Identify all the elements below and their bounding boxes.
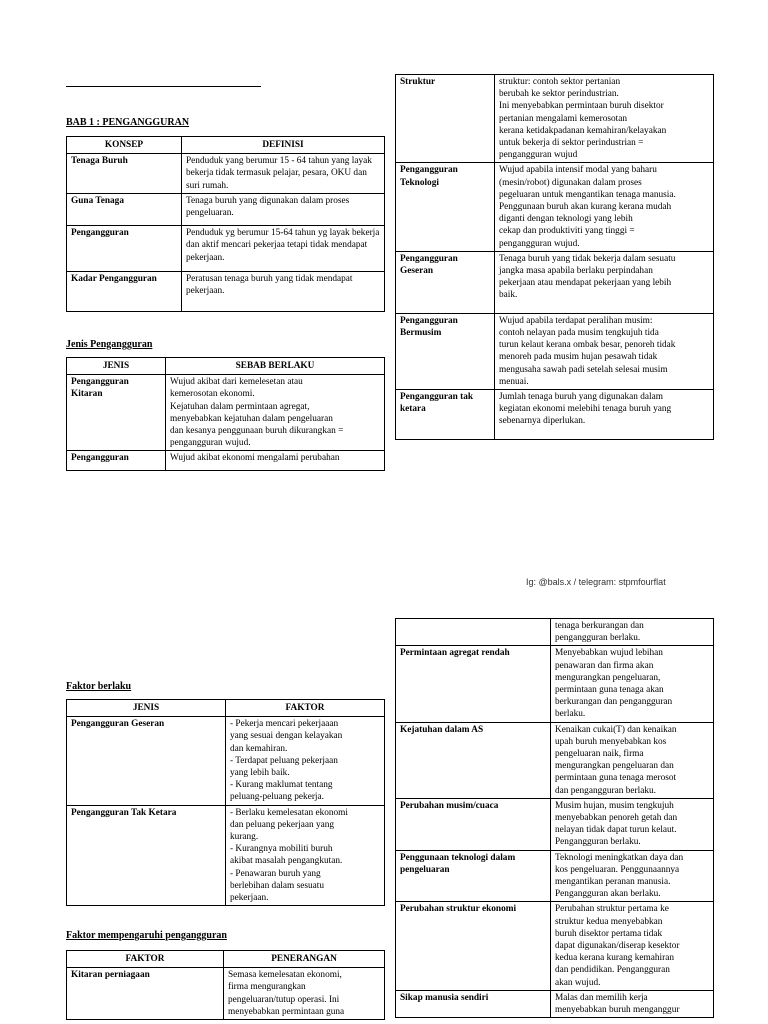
definisi-cell: Peratusan tenaga buruh yang tidak mendapat pekerjaan. xyxy=(182,272,385,312)
table-row xyxy=(396,313,714,389)
column-header: JENIS xyxy=(67,358,166,375)
konsep-cell: Guna Tenaga xyxy=(67,194,182,226)
table-row xyxy=(396,163,714,251)
penerangan-cell: Perubahan struktur pertama ke struktur kedua menyebabkan buruh disektor pertama tidak dapat digunakan/diserap kesektor kedua kerana kurang kemahiran dan pendidikan. Pengangguran akan wujud. xyxy=(551,902,714,990)
faktor-cell: - Berlaku kemelesatan ekonomi dan peluang pekerjaan yang kurang. - Kurangnya mobiliti buruh akibat masalah pengangkutan. - Penawaran buruh yang berlebihan dalam sesuatu pekerjaan. xyxy=(226,805,385,906)
jenis-cell: Pengangguran tak ketara xyxy=(396,390,495,440)
column-header: PENERANGAN xyxy=(224,951,385,968)
penerangan-cell: Musim hujan, musim tengkujuh menyebabkan penoreh getah dan nelayan tidak dapat turun kelaut. Pengangguran berlaku. xyxy=(551,798,714,850)
column-header: JENIS xyxy=(67,700,226,717)
table-row xyxy=(67,194,385,226)
penerangan-cell: tenaga berkurangan dan pengangguran berlaku. xyxy=(551,619,714,646)
sebab-cell: Wujud apabila intensif modal yang baharu (mesin/robot) digunakan dalam proses pegeluaran untuk mengantikan tenaga manusia. Penggunaan buruh akan kurang kerana mudah diganti dengan teknologi yang lebih cekap dan produktiviti yang tinggi = pengangguran wujud. xyxy=(495,163,714,251)
table-header-row xyxy=(67,700,385,717)
faktor-berlaku-table xyxy=(66,699,385,906)
jenis-cell: Pengangguran xyxy=(67,451,166,471)
konsep-cell: Tenaga Buruh xyxy=(67,154,182,194)
konsep-cell: Kadar Pengangguran xyxy=(67,272,182,312)
sebab-cell: Wujud apabila terdapat peralihan musim: contoh nelayan pada musim tengkujuh tida turun kelaut kerana ombak besar, penoreh tidak menoreh pada musim hujan pesawah tidak mengusaha sawah padi setelah selesai musim menuai. xyxy=(495,313,714,389)
table-row xyxy=(67,717,385,805)
table-row xyxy=(67,154,385,194)
jenis-table xyxy=(66,357,385,471)
definisi-cell: Tenaga buruh yang digunakan dalam proses pengeluaran. xyxy=(182,194,385,226)
faktor-cell: Kitaran perniagaan xyxy=(67,968,224,1020)
jenis-table-continued xyxy=(395,74,714,440)
table-row xyxy=(396,646,714,722)
column-header: KONSEP xyxy=(67,137,182,154)
faktor-cell: Perubahan struktur ekonomi xyxy=(396,902,551,990)
column-header: SEBAB BERLAKU xyxy=(166,358,385,375)
penerangan-cell: Kenaikan cukai(T) dan kenaikan upah buruh menyebabkan kos pengeluaran naik, firma mengurangkan pengeluaran dan permintaan guna tenaga merosot dan pengangguran berlaku. xyxy=(551,722,714,798)
jenis-cell: Pengangguran Kitaran xyxy=(67,375,166,451)
jenis-cell: Pengangguran Teknologi xyxy=(396,163,495,251)
faktor-cell: Penggunaan teknologi dalam pengeluaran xyxy=(396,850,551,902)
faktor-cell: Permintaan agregat rendah xyxy=(396,646,551,722)
table-row xyxy=(67,451,385,471)
jenis-cell: Pengangguran Geseran xyxy=(396,251,495,313)
definisi-cell: Penduduk yang berumur 15 - 64 tahun yang layak bekerja tidak termasuk pelajar, pesara, OKU dan suri rumah. xyxy=(182,154,385,194)
sebab-cell: Jumlah tenaga buruh yang digunakan dalam kegiatan ekonomi melebihi tenaga buruh yang sebenarnya diperlukan. xyxy=(495,390,714,440)
penerangan-cell: Teknologi meningkatkan daya dan kos pengeluaran. Penggunaannya mengantikan peranan manusia. Pengangguran akan berlaku. xyxy=(551,850,714,902)
table-row xyxy=(67,226,385,272)
sebab-cell: Tenaga buruh yang tidak bekerja dalam sesuatu jangka masa apabila berlaku perpindahan pekerjaan atau mendapat pekerjaan yang lebih baik. xyxy=(495,251,714,313)
jenis-cell: Pengangguran Geseran xyxy=(67,717,226,805)
sebab-cell: Wujud akibat dari kemelesetan atau kemerosotan ekonomi. Kejatuhan dalam permintaan agregat, menyebabkan kejatuhan dalam pengeluaran dan kesanya penggunaan buruh dikurangkan = pengangguran wujud. xyxy=(166,375,385,451)
penerangan-cell: Malas dan memilih kerja menyebabkan buruh menganggur xyxy=(551,990,714,1017)
penerangan-cell: Semasa kemelesatan ekonomi, firma mengurangkan pengeluaran/tutup operasi. Ini menyebabkan permintaan guna xyxy=(224,968,385,1020)
jenis-heading: Jenis Pengangguran xyxy=(66,339,153,350)
sebab-cell: struktur: contoh sektor pertanian berubah ke sektor perindustrian. Ini menyebabkan permintaan buruh disektor pertanian mengalami kemerosotan kerana ketidakpadanan kemahiran/kelayakan untuk bekerja di sektor perindustrian = pengangguran wujud xyxy=(495,75,714,163)
table-row xyxy=(396,75,714,163)
definisi-cell: Penduduk yg berumur 15-64 tahun yg layak bekerja dan aktif mencari pekerjaa tetapi tidak mendapat pekerjaan. xyxy=(182,226,385,272)
top-rule xyxy=(66,86,261,87)
table-row xyxy=(67,805,385,906)
faktor-mempengaruhi-table xyxy=(66,950,385,1020)
table-row xyxy=(396,390,714,440)
table-row xyxy=(396,990,714,1017)
table-row xyxy=(67,272,385,312)
watermark-text: Ig: @bals.x / telegram: stpmfourflat xyxy=(526,577,666,587)
table-row xyxy=(396,251,714,313)
penerangan-cell: Menyebabkan wujud lebihan penawaran dan firma akan mengurangkan pengeluaran, permintaan guna tenaga akan berkurangan dan pengangguran berlaku. xyxy=(551,646,714,722)
column-header: FAKTOR xyxy=(67,951,224,968)
faktor-berlaku-heading: Faktor berlaku xyxy=(66,681,132,692)
table-header-row xyxy=(67,358,385,375)
jenis-cell: Pengangguran Tak Ketara xyxy=(67,805,226,906)
konsep-cell: Pengangguran xyxy=(67,226,182,272)
table-header-row xyxy=(67,137,385,154)
faktor-cell: Perubahan musim/cuaca xyxy=(396,798,551,850)
table-row xyxy=(396,902,714,990)
table-header-row xyxy=(67,951,385,968)
table-row xyxy=(396,850,714,902)
table-row xyxy=(396,798,714,850)
faktor-cell xyxy=(396,619,551,646)
faktor-cell: Sikap manusia sendiri xyxy=(396,990,551,1017)
table-row xyxy=(67,968,385,1020)
konsep-table xyxy=(66,136,385,312)
faktor-mempengaruhi-heading: Faktor mempengaruhi pengangguran xyxy=(66,930,227,941)
faktor-cell: Kejatuhan dalam AS xyxy=(396,722,551,798)
column-header: DEFINISI xyxy=(182,137,385,154)
jenis-cell: Struktur xyxy=(396,75,495,163)
table-row xyxy=(396,722,714,798)
chapter-title: BAB 1 : PENGANGGURAN xyxy=(66,117,190,128)
jenis-cell: Pengangguran Bermusim xyxy=(396,313,495,389)
table-row xyxy=(396,619,714,646)
faktor-cell: - Pekerja mencari pekerjaaan yang sesuai dengan kelayakan dan kemahiran. - Terdapat peluang pekerjaan yang lebih baik. - Kurang maklumat tentang peluang-peluang pekerja. xyxy=(226,717,385,805)
column-header: FAKTOR xyxy=(226,700,385,717)
sebab-cell: Wujud akibat ekonomi mengalami perubahan xyxy=(166,451,385,471)
table-row xyxy=(67,375,385,451)
faktor-mempengaruhi-table-continued xyxy=(395,618,714,1018)
